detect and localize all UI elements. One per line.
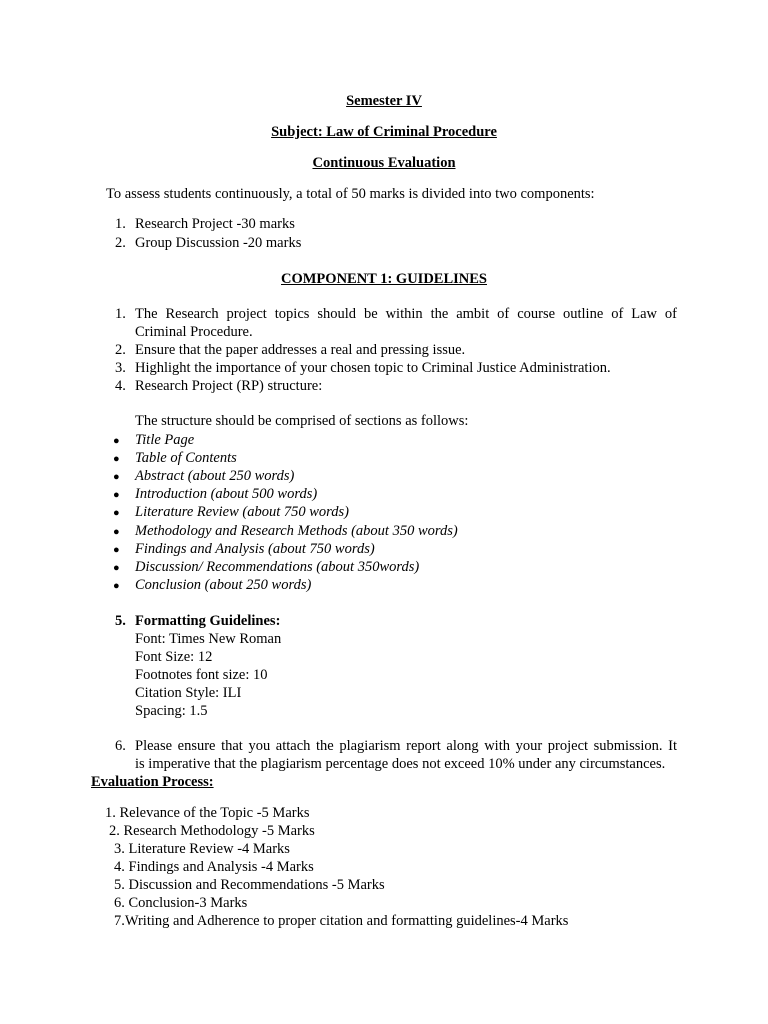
bullet-icon: ● (113, 489, 120, 501)
list-item: Research Project (RP) structure: (135, 378, 323, 394)
evaluation-item: 1. Relevance of the Topic -5 Marks (105, 805, 310, 821)
formatting-line: Citation Style: ILI (135, 685, 242, 701)
list-number: 1. (115, 216, 126, 232)
intro-text: To assess students continuously, a total of 50 marks is divided into two components: (106, 186, 595, 202)
formatting-line: Footnotes font size: 10 (135, 667, 268, 683)
subject-heading: Subject: Law of Criminal Procedure (271, 124, 497, 140)
bullet-icon: ● (113, 580, 120, 592)
list-number: 3. (115, 360, 126, 376)
formatting-title: Formatting Guidelines: (135, 613, 281, 629)
list-item-continued: Criminal Procedure. (135, 324, 253, 340)
evaluation-item: 6. Conclusion-3 Marks (114, 895, 248, 911)
plagiarism-line: Please ensure that you attach the plagiarism report along with your project submission. It (135, 738, 677, 754)
list-item: Group Discussion -20 marks (135, 235, 302, 251)
bullet-icon: ● (113, 471, 120, 483)
bullet-icon: ● (113, 453, 120, 465)
bullet-icon: ● (113, 507, 120, 519)
evaluation-heading: Continuous Evaluation (312, 155, 456, 171)
section-item: Findings and Analysis (about 750 words) (135, 541, 375, 557)
structure-intro: The structure should be comprised of sections as follows: (135, 413, 469, 429)
semester-heading: Semester IV (346, 93, 422, 109)
list-item: The Research project topics should be within the ambit of course outline of Law of (135, 306, 677, 322)
list-item: Ensure that the paper addresses a real and pressing issue. (135, 342, 466, 358)
list-number: 6. (115, 738, 126, 754)
bullet-icon: ● (113, 544, 120, 556)
list-number: 2. (115, 342, 126, 358)
component1-heading: COMPONENT 1: GUIDELINES (281, 271, 487, 287)
bullet-icon: ● (113, 562, 120, 574)
evaluation-process-heading: Evaluation Process: (91, 774, 214, 790)
section-item: Introduction (about 500 words) (135, 486, 318, 502)
evaluation-item: 7.Writing and Adherence to proper citation and formatting guidelines-4 Marks (114, 913, 569, 929)
evaluation-item: 3. Literature Review -4 Marks (114, 841, 290, 857)
section-item: Conclusion (about 250 words) (135, 577, 312, 593)
formatting-line: Spacing: 1.5 (135, 703, 208, 719)
section-item: Title Page (135, 432, 195, 448)
list-number: 2. (115, 235, 126, 251)
section-item: Methodology and Research Methods (about 350 words) (135, 523, 458, 539)
list-item: Research Project -30 marks (135, 216, 295, 232)
formatting-line: Font Size: 12 (135, 649, 213, 665)
list-number: 1. (115, 306, 126, 322)
list-item: Highlight the importance of your chosen topic to Criminal Justice Administration. (135, 360, 611, 376)
section-item: Literature Review (about 750 words) (135, 504, 349, 520)
bullet-icon: ● (113, 435, 120, 447)
evaluation-item: 4. Findings and Analysis -4 Marks (114, 859, 314, 875)
formatting-line: Font: Times New Roman (135, 631, 282, 647)
list-number: 4. (115, 378, 126, 394)
plagiarism-line: is imperative that the plagiarism percentage does not exceed 10% under any circumstances. (135, 756, 666, 772)
section-item: Discussion/ Recommendations (about 350words) (135, 559, 420, 575)
evaluation-item: 2. Research Methodology -5 Marks (109, 823, 315, 839)
evaluation-item: 5. Discussion and Recommendations -5 Marks (114, 877, 385, 893)
bullet-icon: ● (113, 526, 120, 538)
section-item: Abstract (about 250 words) (135, 468, 295, 484)
section-item: Table of Contents (135, 450, 237, 466)
list-number: 5. (115, 613, 126, 629)
